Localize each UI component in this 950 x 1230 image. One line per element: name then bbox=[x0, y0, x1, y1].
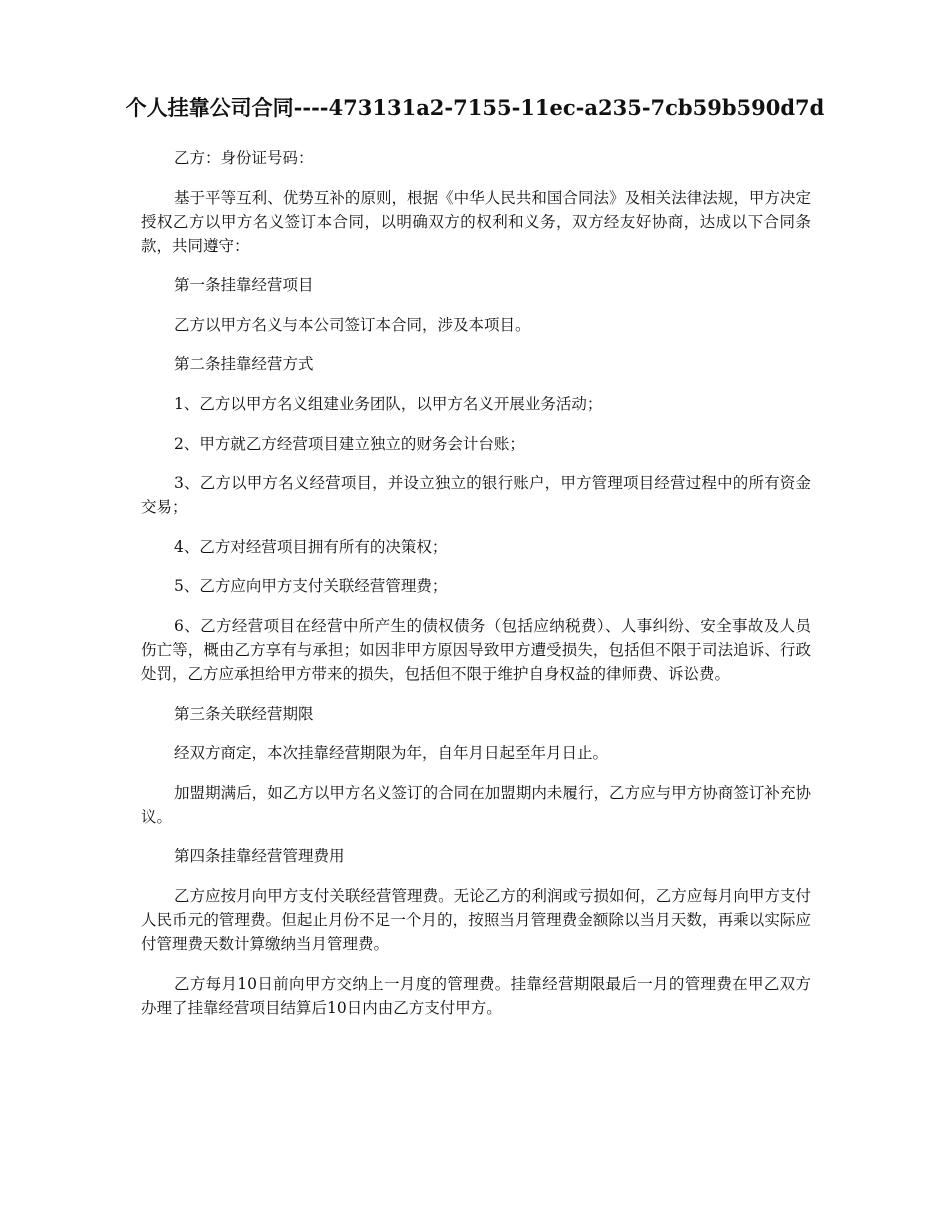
article-4-heading: 第四条挂靠经营管理费用 bbox=[174, 847, 345, 866]
document-title: 个人挂靠公司合同----473131a2-7155-11ec-a235-7cb59b590d7d bbox=[125, 95, 825, 120]
article-1-text: 乙方以甲方名义与本公司签订本合同，涉及本项目。 bbox=[174, 315, 531, 334]
article-4-text-1: 乙方应按月向甲方支付关联经营管理费。无论乙方的利润或亏损如何，乙方应每月向甲方支付人民币元的管理费。但起止月份不足一个月的，按照当月管理费金额除以当月天数，再乘以实际应付管理费天数计算缴纳当月管理费。 bbox=[141, 886, 811, 953]
article-2-item-1: 1、乙方以甲方名义组建业务团队，以甲方名义开展业务活动； bbox=[174, 394, 603, 413]
article-2-heading: 第二条挂靠经营方式 bbox=[174, 355, 314, 374]
article-2-item-4: 4、乙方对经营项目拥有所有的决策权； bbox=[174, 537, 448, 556]
article-2-item-6: 6、乙方经营项目在经营中所产生的债权债务（包括应纳税费）、人事纠纷、安全事故及人员伤亡等，概由乙方享有与承担；如因非甲方原因导致甲方遭受损失，包括但不限于司法追诉、行政处罚，乙方应承担给甲方带来的损失，包括但不限于维护自身权益的律师费、诉讼费。 bbox=[141, 616, 811, 683]
article-3-heading: 第三条关联经营期限 bbox=[174, 704, 314, 723]
article-3-text-2: 加盟期满后，如乙方以甲方名义签订的合同在加盟期内未履行，乙方应与甲方协商签订补充协议。 bbox=[141, 783, 811, 826]
article-4-text-2: 乙方每月10日前向甲方交纳上一月度的管理费。挂靠经营期限最后一月的管理费在甲乙双方办理了挂靠经营项目结算后10日内由乙方支付甲方。 bbox=[141, 974, 811, 1017]
article-1-heading: 第一条挂靠经营项目 bbox=[174, 276, 314, 295]
preamble-paragraph: 基于平等互利、优势互补的原则，根据《中华人民共和国合同法》及相关法律法规，甲方决定授权乙方以甲方名义签订本合同，以明确双方的权利和义务，双方经友好协商，达成以下合同条款，共同遵守： bbox=[141, 188, 811, 255]
article-2-item-3: 3、乙方以甲方名义经营项目，并设立独立的银行账户，甲方管理项目经营过程中的所有资金交易； bbox=[141, 474, 811, 517]
article-3-text-1: 经双方商定，本次挂靠经营期限为年，自年月日起至年月日止。 bbox=[174, 744, 609, 763]
article-2-item-2: 2、甲方就乙方经营项目建立独立的财务会计台账； bbox=[174, 434, 525, 453]
party-b-id-line: 乙方：身份证号码： bbox=[174, 149, 314, 167]
article-2-item-5: 5、乙方应向甲方支付关联经营管理费； bbox=[174, 577, 448, 596]
document-body bbox=[141, 146, 811, 1035]
